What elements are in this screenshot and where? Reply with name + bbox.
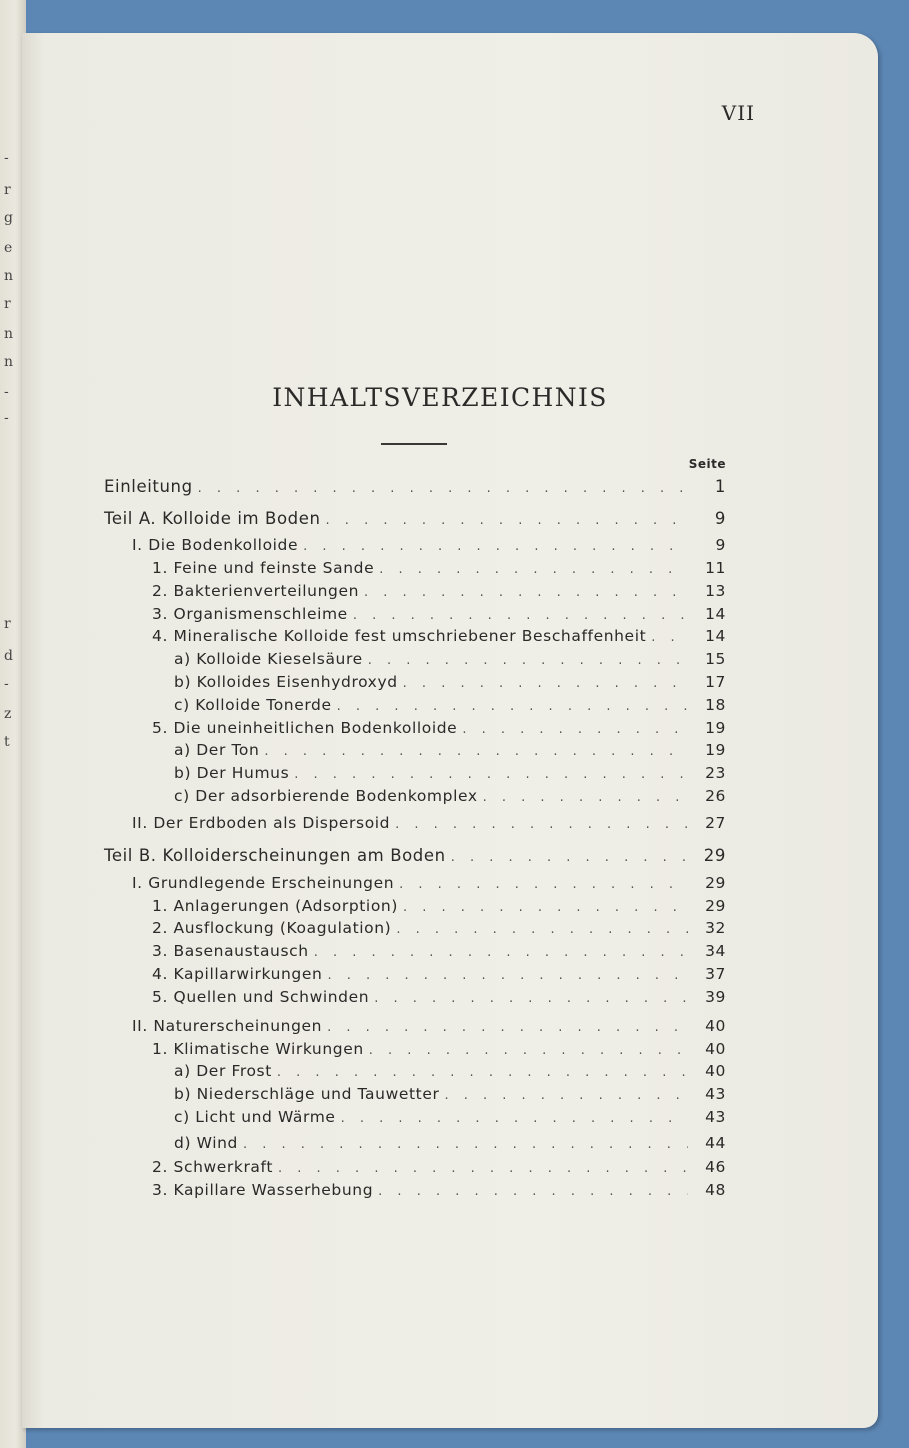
toc-entry [152, 897, 726, 917]
toc-entry-label: 3. Basenaustausch [152, 942, 309, 960]
dot-leader [314, 945, 688, 960]
toc-entry [174, 1085, 726, 1105]
toc-entry-page: 17 [705, 673, 726, 691]
adjacent-page-glyph: n [4, 354, 14, 370]
toc-entry-page: 14 [705, 605, 726, 623]
adjacent-page-glyph: z [4, 706, 12, 722]
toc-entry-page: 48 [705, 1181, 726, 1199]
toc-entry-page: 43 [705, 1085, 726, 1103]
toc-entry [152, 582, 726, 602]
adjacent-page-glyph: r [4, 616, 11, 632]
toc-entry [174, 1134, 726, 1154]
toc-entry [174, 696, 726, 716]
toc-entry-page: 15 [705, 650, 726, 668]
toc-entry-page: 29 [705, 874, 726, 892]
dot-leader [395, 817, 688, 832]
toc-entry-page: 37 [705, 965, 726, 983]
dot-leader [403, 676, 688, 691]
toc-entry-page: 29 [705, 897, 726, 915]
dot-leader [327, 968, 688, 983]
toc-entry [152, 719, 726, 739]
adjacent-page-glyph: r [4, 296, 11, 312]
dot-leader [264, 744, 688, 759]
toc-entry-label: 4. Mineralische Kolloide fest umschriebener Beschaffenheit [152, 627, 647, 645]
toc-entry-label: a) Kolloide Kieselsäure [174, 650, 363, 668]
dot-leader [369, 1043, 688, 1058]
toc-entry [152, 1040, 726, 1060]
toc-entry-label: Teil B. Kolloiderscheinungen am Boden [104, 846, 446, 865]
toc-entry-label: 4. Kapillarwirkungen [152, 965, 323, 983]
dot-leader [326, 513, 688, 528]
title-divider [381, 443, 447, 445]
toc-entry-page: 14 [705, 627, 726, 645]
adjacent-page-glyph: t [4, 734, 10, 750]
toc-entry-label: c) Licht und Wärme [174, 1108, 336, 1126]
toc-entry [174, 1108, 726, 1128]
dot-leader [364, 585, 688, 600]
toc-entry [174, 650, 726, 670]
toc-entry-label: 1. Anlagerungen (Adsorption) [152, 897, 398, 915]
adjacent-page-glyph: - [4, 384, 9, 400]
toc-entry-label: 3. Kapillare Wasserhebung [152, 1181, 374, 1199]
toc-entry-page: 29 [703, 846, 726, 865]
page-column-header: Seite [688, 457, 726, 471]
adjacent-page-glyph: - [4, 676, 9, 692]
adjacent-page-glyph: e [4, 240, 13, 256]
toc-entry-label: b) Niederschläge und Tauwetter [174, 1085, 440, 1103]
dot-leader [462, 722, 688, 737]
adjacent-page-glyph: g [4, 210, 13, 226]
book-page [22, 33, 878, 1428]
dot-leader [651, 630, 688, 645]
toc-entry [152, 1158, 726, 1178]
toc-entry [174, 787, 726, 807]
toc-entry-page: 13 [705, 582, 726, 600]
toc-entry [152, 988, 726, 1008]
dot-leader [337, 699, 688, 714]
dot-leader [243, 1137, 688, 1152]
dot-leader [294, 767, 688, 782]
toc-entry-label: 2. Bakterienverteilungen [152, 582, 360, 600]
dot-leader [327, 1020, 688, 1035]
dot-leader [396, 922, 688, 937]
dot-leader [403, 900, 688, 915]
adjacent-page-glyph: d [4, 648, 13, 664]
toc-entry [104, 846, 726, 866]
adjacent-page-glyph: n [4, 268, 14, 284]
dot-leader [483, 790, 688, 805]
toc-entry [174, 673, 726, 693]
toc-entry-label: I. Grundlegende Erscheinungen [132, 874, 395, 892]
dot-leader [198, 481, 688, 496]
dot-leader [399, 877, 688, 892]
toc-entry-page: 19 [705, 741, 726, 759]
toc-entry-page: 9 [714, 509, 726, 528]
toc-entry-page: 44 [705, 1134, 726, 1152]
dot-leader [444, 1088, 688, 1103]
toc-entry-page: 40 [705, 1062, 726, 1080]
dot-leader [451, 850, 688, 865]
toc-entry-label: b) Kolloides Eisenhydroxyd [174, 673, 398, 691]
toc-entry [152, 605, 726, 625]
toc-entry-page: 34 [705, 942, 726, 960]
toc-entry [152, 942, 726, 962]
toc-entry-page: 11 [705, 559, 726, 577]
toc-entry-page: 40 [705, 1040, 726, 1058]
toc-entry-label: c) Kolloide Tonerde [174, 696, 332, 714]
adjacent-page-glyph: n [4, 326, 14, 342]
toc-entry-label: Teil A. Kolloide im Boden [104, 509, 321, 528]
toc-entry [152, 627, 726, 647]
toc-entry [152, 965, 726, 985]
dot-leader [374, 991, 688, 1006]
toc-entry-page: 1 [714, 477, 726, 496]
toc-entry-label: d) Wind [174, 1134, 238, 1152]
toc-entry-label: 1. Feine und feinste Sande [152, 559, 375, 577]
toc-entry [174, 1062, 726, 1082]
toc-entry [174, 741, 726, 761]
toc-entry-label: II. Naturerscheinungen [132, 1017, 323, 1035]
dot-leader [303, 539, 688, 554]
toc-entry-label: 1. Klimatische Wirkungen [152, 1040, 364, 1058]
toc-entry-page: 32 [705, 919, 726, 937]
dot-leader [278, 1161, 688, 1176]
toc-entry [132, 814, 726, 834]
toc-entry-page: 46 [705, 1158, 726, 1176]
toc-entry [152, 1181, 726, 1201]
toc-entry-page: 39 [705, 988, 726, 1006]
toc-entry-label: II. Der Erdboden als Dispersoid [132, 814, 391, 832]
toc-entry-page: 26 [705, 787, 726, 805]
toc-entry-page: 23 [705, 764, 726, 782]
toc-entry [104, 509, 726, 529]
dot-leader [368, 653, 688, 668]
toc-entry [174, 764, 726, 784]
toc-entry-page: 43 [705, 1108, 726, 1126]
toc-entry-label: 2. Ausflockung (Koagulation) [152, 919, 392, 937]
toc-entry [104, 477, 726, 497]
dot-leader [341, 1111, 688, 1126]
toc-entry [152, 559, 726, 579]
toc-entry [132, 536, 726, 556]
toc-entry-page: 40 [705, 1017, 726, 1035]
toc-entry [132, 1017, 726, 1037]
toc-entry-label: a) Der Frost [174, 1062, 272, 1080]
toc-entry-page: 9 [715, 536, 726, 554]
dot-leader [277, 1065, 688, 1080]
toc-entry-label: Einleitung [104, 477, 193, 496]
adjacent-page-glyph: r [4, 182, 11, 198]
toc-entry-page: 18 [705, 696, 726, 714]
toc-entry [152, 919, 726, 939]
page-title: INHALTSVERZEICHNIS [272, 383, 608, 412]
dot-leader [379, 562, 688, 577]
toc-entry-label: 3. Organismenschleime [152, 605, 348, 623]
adjacent-page-glyph: - [4, 150, 9, 166]
toc-entry-label: b) Der Humus [174, 764, 290, 782]
toc-entry-label: I. Die Bodenkolloide [132, 536, 299, 554]
toc-entry-label: c) Der adsorbierende Bodenkomplex [174, 787, 478, 805]
dot-leader [378, 1184, 688, 1199]
toc-entry-label: 5. Quellen und Schwinden [152, 988, 370, 1006]
toc-entry-label: 2. Schwerkraft [152, 1158, 273, 1176]
toc-entry [132, 874, 726, 894]
toc-entry-label: 5. Die uneinheitlichen Bodenkolloide [152, 719, 458, 737]
page-number: VII [721, 101, 755, 125]
dot-leader [353, 608, 688, 623]
adjacent-page-glyph: - [4, 410, 9, 426]
toc-entry-page: 19 [705, 719, 726, 737]
toc-entry-label: a) Der Ton [174, 741, 260, 759]
toc-entry-page: 27 [705, 814, 726, 832]
